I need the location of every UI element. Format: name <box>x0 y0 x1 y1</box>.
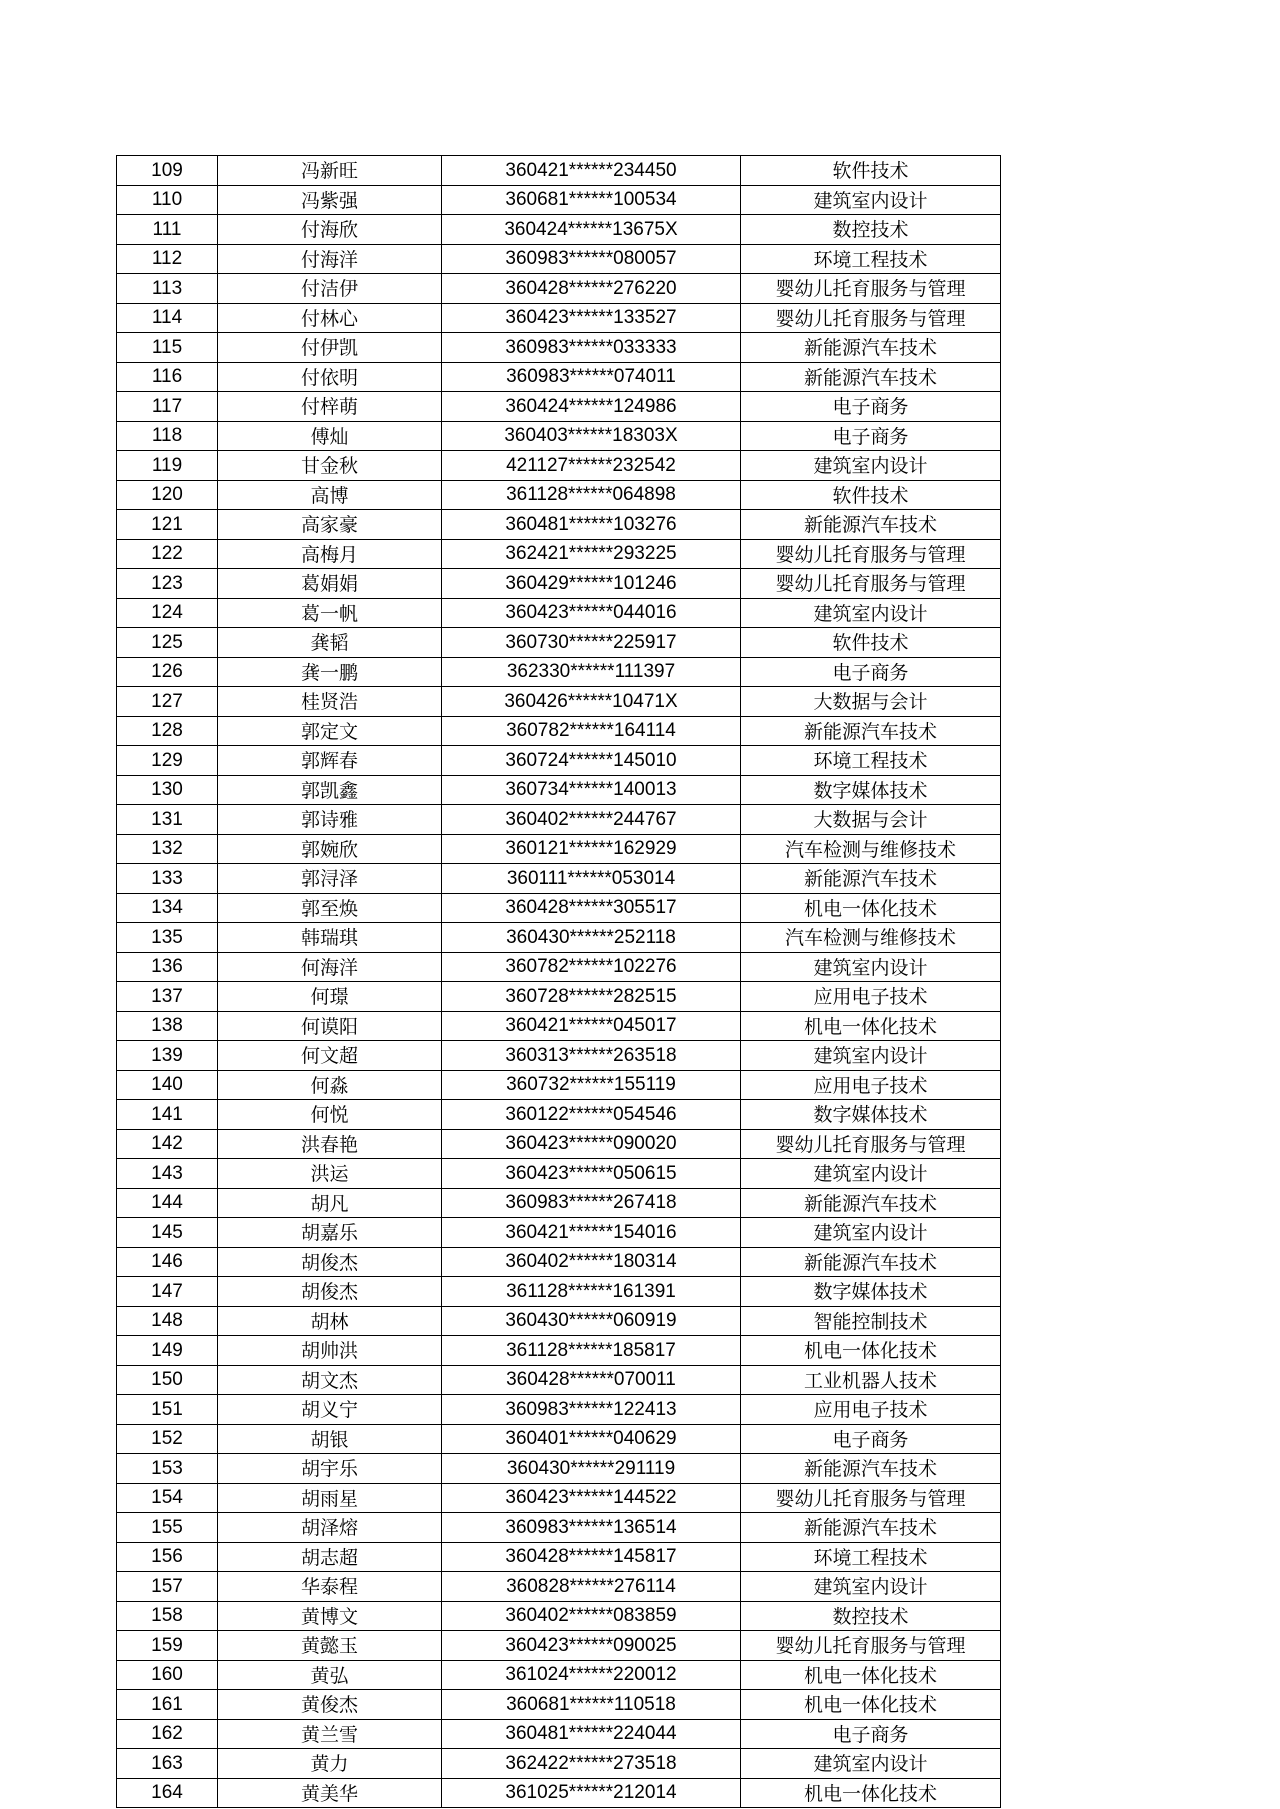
major-cell: 智能控制技术 <box>741 1306 1001 1336</box>
student-name-cell: 高梅月 <box>218 539 442 569</box>
table-row <box>117 392 1001 422</box>
row-number-cell: 136 <box>117 952 218 982</box>
student-name-cell: 桂贤浩 <box>218 687 442 717</box>
table-row <box>117 1601 1001 1631</box>
student-name-cell: 付梓萌 <box>218 392 442 422</box>
row-number-cell: 121 <box>117 510 218 540</box>
id-number-cell: 360111******053014 <box>442 864 741 894</box>
id-number-cell: 360983******122413 <box>442 1395 741 1425</box>
student-name-cell: 何谟阳 <box>218 1011 442 1041</box>
table-row <box>117 628 1001 658</box>
row-number-cell: 143 <box>117 1159 218 1189</box>
row-number-cell: 123 <box>117 569 218 599</box>
student-name-cell: 何海洋 <box>218 952 442 982</box>
table-row <box>117 775 1001 805</box>
major-cell: 环境工程技术 <box>741 746 1001 776</box>
student-name-cell: 付伊凯 <box>218 333 442 363</box>
table-row <box>117 1424 1001 1454</box>
student-name-cell: 胡文杰 <box>218 1365 442 1395</box>
id-number-cell: 360681******100534 <box>442 185 741 215</box>
student-name-cell: 黄兰雪 <box>218 1719 442 1749</box>
row-number-cell: 122 <box>117 539 218 569</box>
id-number-cell: 360983******136514 <box>442 1513 741 1543</box>
id-number-cell: 360401******040629 <box>442 1424 741 1454</box>
table-row <box>117 1719 1001 1749</box>
major-cell: 新能源汽车技术 <box>741 864 1001 894</box>
major-cell: 数字媒体技术 <box>741 1277 1001 1307</box>
id-number-cell: 360730******225917 <box>442 628 741 658</box>
student-name-cell: 郭浔泽 <box>218 864 442 894</box>
table-row <box>117 451 1001 481</box>
row-number-cell: 138 <box>117 1011 218 1041</box>
row-number-cell: 150 <box>117 1365 218 1395</box>
id-number-cell: 360421******154016 <box>442 1218 741 1248</box>
student-name-cell: 胡嘉乐 <box>218 1218 442 1248</box>
id-number-cell: 360724******145010 <box>442 746 741 776</box>
major-cell: 新能源汽车技术 <box>741 362 1001 392</box>
major-cell: 电子商务 <box>741 392 1001 422</box>
major-cell: 机电一体化技术 <box>741 1336 1001 1366</box>
row-number-cell: 112 <box>117 244 218 274</box>
student-name-cell: 胡银 <box>218 1424 442 1454</box>
major-cell: 软件技术 <box>741 480 1001 510</box>
row-number-cell: 144 <box>117 1188 218 1218</box>
major-cell: 新能源汽车技术 <box>741 716 1001 746</box>
table-row <box>117 864 1001 894</box>
student-name-cell: 胡义宁 <box>218 1395 442 1425</box>
id-number-cell: 360782******164114 <box>442 716 741 746</box>
table-row <box>117 1011 1001 1041</box>
row-number-cell: 156 <box>117 1542 218 1572</box>
row-number-cell: 149 <box>117 1336 218 1366</box>
major-cell: 数控技术 <box>741 1601 1001 1631</box>
id-number-cell: 360402******083859 <box>442 1601 741 1631</box>
major-cell: 婴幼儿托育服务与管理 <box>741 1631 1001 1661</box>
table-row <box>117 1247 1001 1277</box>
student-name-cell: 黄俊杰 <box>218 1690 442 1720</box>
id-number-cell: 360828******276114 <box>442 1572 741 1602</box>
row-number-cell: 158 <box>117 1601 218 1631</box>
student-name-cell: 胡俊杰 <box>218 1277 442 1307</box>
major-cell: 应用电子技术 <box>741 982 1001 1012</box>
table-row <box>117 362 1001 392</box>
table-row <box>117 657 1001 687</box>
table-row <box>117 982 1001 1012</box>
student-name-cell: 付依明 <box>218 362 442 392</box>
table-row <box>117 303 1001 333</box>
table-row <box>117 1631 1001 1661</box>
major-cell: 环境工程技术 <box>741 244 1001 274</box>
major-cell: 机电一体化技术 <box>741 1690 1001 1720</box>
student-name-cell: 冯新旺 <box>218 156 442 186</box>
major-cell: 建筑室内设计 <box>741 1041 1001 1071</box>
table-row <box>117 185 1001 215</box>
table-row <box>117 952 1001 982</box>
table-row <box>117 1660 1001 1690</box>
table-row <box>117 1483 1001 1513</box>
id-number-cell: 360423******090025 <box>442 1631 741 1661</box>
row-number-cell: 159 <box>117 1631 218 1661</box>
table-row <box>117 1572 1001 1602</box>
table-row <box>117 421 1001 451</box>
student-name-cell: 黄懿玉 <box>218 1631 442 1661</box>
student-name-cell: 高博 <box>218 480 442 510</box>
row-number-cell: 131 <box>117 805 218 835</box>
major-cell: 机电一体化技术 <box>741 1660 1001 1690</box>
major-cell: 建筑室内设计 <box>741 952 1001 982</box>
id-number-cell: 360481******224044 <box>442 1719 741 1749</box>
table-row <box>117 1277 1001 1307</box>
row-number-cell: 113 <box>117 274 218 304</box>
student-name-cell: 郭婉欣 <box>218 834 442 864</box>
student-name-cell: 洪运 <box>218 1159 442 1189</box>
table-row <box>117 687 1001 717</box>
major-cell: 汽车检测与维修技术 <box>741 834 1001 864</box>
id-number-cell: 362330******111397 <box>442 657 741 687</box>
student-name-cell: 胡帅洪 <box>218 1336 442 1366</box>
id-number-cell: 360424******13675X <box>442 215 741 245</box>
row-number-cell: 111 <box>117 215 218 245</box>
major-cell: 新能源汽车技术 <box>741 1247 1001 1277</box>
major-cell: 大数据与会计 <box>741 687 1001 717</box>
id-number-cell: 360782******102276 <box>442 952 741 982</box>
major-cell: 机电一体化技术 <box>741 1778 1001 1808</box>
table-row <box>117 1041 1001 1071</box>
row-number-cell: 119 <box>117 451 218 481</box>
major-cell: 电子商务 <box>741 657 1001 687</box>
table-row <box>117 1306 1001 1336</box>
id-number-cell: 360430******060919 <box>442 1306 741 1336</box>
id-number-cell: 360732******155119 <box>442 1070 741 1100</box>
row-number-cell: 135 <box>117 923 218 953</box>
major-cell: 应用电子技术 <box>741 1395 1001 1425</box>
row-number-cell: 137 <box>117 982 218 1012</box>
table-row <box>117 1513 1001 1543</box>
row-number-cell: 127 <box>117 687 218 717</box>
id-number-cell: 360402******180314 <box>442 1247 741 1277</box>
id-number-cell: 360421******234450 <box>442 156 741 186</box>
student-name-cell: 胡志超 <box>218 1542 442 1572</box>
row-number-cell: 118 <box>117 421 218 451</box>
student-name-cell: 傅灿 <box>218 421 442 451</box>
student-name-cell: 何文超 <box>218 1041 442 1071</box>
row-number-cell: 142 <box>117 1129 218 1159</box>
id-number-cell: 360429******101246 <box>442 569 741 599</box>
major-cell: 机电一体化技术 <box>741 893 1001 923</box>
table-row <box>117 1778 1001 1808</box>
row-number-cell: 133 <box>117 864 218 894</box>
table-row <box>117 1129 1001 1159</box>
table-row <box>117 1542 1001 1572</box>
student-name-cell: 黄博文 <box>218 1601 442 1631</box>
student-name-cell: 付海欣 <box>218 215 442 245</box>
id-number-cell: 362421******293225 <box>442 539 741 569</box>
row-number-cell: 134 <box>117 893 218 923</box>
row-number-cell: 154 <box>117 1483 218 1513</box>
major-cell: 大数据与会计 <box>741 805 1001 835</box>
student-name-cell: 胡俊杰 <box>218 1247 442 1277</box>
table-row <box>117 480 1001 510</box>
student-name-cell: 胡宇乐 <box>218 1454 442 1484</box>
row-number-cell: 148 <box>117 1306 218 1336</box>
row-number-cell: 141 <box>117 1100 218 1130</box>
table-row <box>117 1365 1001 1395</box>
id-number-cell: 360983******080057 <box>442 244 741 274</box>
id-number-cell: 360728******282515 <box>442 982 741 1012</box>
id-number-cell: 360423******133527 <box>442 303 741 333</box>
major-cell: 婴幼儿托育服务与管理 <box>741 539 1001 569</box>
major-cell: 软件技术 <box>741 628 1001 658</box>
table-row <box>117 1159 1001 1189</box>
id-number-cell: 361128******161391 <box>442 1277 741 1307</box>
id-number-cell: 360402******244767 <box>442 805 741 835</box>
student-name-cell: 冯紫强 <box>218 185 442 215</box>
id-number-cell: 360734******140013 <box>442 775 741 805</box>
row-number-cell: 129 <box>117 746 218 776</box>
row-number-cell: 139 <box>117 1041 218 1071</box>
row-number-cell: 153 <box>117 1454 218 1484</box>
id-number-cell: 421127******232542 <box>442 451 741 481</box>
major-cell: 机电一体化技术 <box>741 1011 1001 1041</box>
table-row <box>117 156 1001 186</box>
table-row <box>117 274 1001 304</box>
row-number-cell: 163 <box>117 1749 218 1779</box>
table-row <box>117 215 1001 245</box>
student-name-cell: 洪春艳 <box>218 1129 442 1159</box>
student-name-cell: 付洁伊 <box>218 274 442 304</box>
id-number-cell: 360428******145817 <box>442 1542 741 1572</box>
id-number-cell: 360421******045017 <box>442 1011 741 1041</box>
id-number-cell: 360122******054546 <box>442 1100 741 1130</box>
row-number-cell: 116 <box>117 362 218 392</box>
id-number-cell: 360428******070011 <box>442 1365 741 1395</box>
major-cell: 环境工程技术 <box>741 1542 1001 1572</box>
row-number-cell: 145 <box>117 1218 218 1248</box>
student-name-cell: 何淼 <box>218 1070 442 1100</box>
student-name-cell: 龚一鹏 <box>218 657 442 687</box>
student-name-cell: 付林心 <box>218 303 442 333</box>
row-number-cell: 125 <box>117 628 218 658</box>
student-name-cell: 郭凯鑫 <box>218 775 442 805</box>
student-name-cell: 胡凡 <box>218 1188 442 1218</box>
student-name-cell: 何璟 <box>218 982 442 1012</box>
row-number-cell: 160 <box>117 1660 218 1690</box>
table-row <box>117 923 1001 953</box>
id-number-cell: 360423******044016 <box>442 598 741 628</box>
table-row <box>117 1336 1001 1366</box>
student-name-cell: 付海洋 <box>218 244 442 274</box>
major-cell: 建筑室内设计 <box>741 1218 1001 1248</box>
row-number-cell: 126 <box>117 657 218 687</box>
major-cell: 婴幼儿托育服务与管理 <box>741 569 1001 599</box>
major-cell: 婴幼儿托育服务与管理 <box>741 303 1001 333</box>
major-cell: 电子商务 <box>741 1719 1001 1749</box>
id-number-cell: 360423******050615 <box>442 1159 741 1189</box>
row-number-cell: 152 <box>117 1424 218 1454</box>
major-cell: 建筑室内设计 <box>741 1159 1001 1189</box>
student-name-cell: 胡雨星 <box>218 1483 442 1513</box>
student-name-cell: 高家豪 <box>218 510 442 540</box>
id-number-cell: 360983******033333 <box>442 333 741 363</box>
row-number-cell: 128 <box>117 716 218 746</box>
row-number-cell: 114 <box>117 303 218 333</box>
major-cell: 婴幼儿托育服务与管理 <box>741 1483 1001 1513</box>
student-name-cell: 龚韬 <box>218 628 442 658</box>
major-cell: 电子商务 <box>741 1424 1001 1454</box>
table-row <box>117 1218 1001 1248</box>
table-row <box>117 244 1001 274</box>
id-number-cell: 360481******103276 <box>442 510 741 540</box>
id-number-cell: 360426******10471X <box>442 687 741 717</box>
row-number-cell: 140 <box>117 1070 218 1100</box>
table-row <box>117 805 1001 835</box>
table-row <box>117 1690 1001 1720</box>
row-number-cell: 151 <box>117 1395 218 1425</box>
table-row <box>117 716 1001 746</box>
row-number-cell: 109 <box>117 156 218 186</box>
major-cell: 工业机器人技术 <box>741 1365 1001 1395</box>
table-row <box>117 834 1001 864</box>
student-name-cell: 郭诗雅 <box>218 805 442 835</box>
roster-table <box>116 155 1001 1808</box>
major-cell: 电子商务 <box>741 421 1001 451</box>
row-number-cell: 115 <box>117 333 218 363</box>
table-row <box>117 598 1001 628</box>
student-name-cell: 黄弘 <box>218 1660 442 1690</box>
id-number-cell: 360983******267418 <box>442 1188 741 1218</box>
major-cell: 数控技术 <box>741 215 1001 245</box>
table-row <box>117 539 1001 569</box>
row-number-cell: 110 <box>117 185 218 215</box>
row-number-cell: 117 <box>117 392 218 422</box>
major-cell: 婴幼儿托育服务与管理 <box>741 1129 1001 1159</box>
student-name-cell: 华泰程 <box>218 1572 442 1602</box>
row-number-cell: 164 <box>117 1778 218 1808</box>
major-cell: 建筑室内设计 <box>741 451 1001 481</box>
major-cell: 建筑室内设计 <box>741 185 1001 215</box>
student-name-cell: 黄力 <box>218 1749 442 1779</box>
id-number-cell: 360424******124986 <box>442 392 741 422</box>
id-number-cell: 360428******305517 <box>442 893 741 923</box>
id-number-cell: 360983******074011 <box>442 362 741 392</box>
student-name-cell: 何悦 <box>218 1100 442 1130</box>
row-number-cell: 124 <box>117 598 218 628</box>
table-row <box>117 510 1001 540</box>
id-number-cell: 360430******252118 <box>442 923 741 953</box>
id-number-cell: 360681******110518 <box>442 1690 741 1720</box>
id-number-cell: 361128******185817 <box>442 1336 741 1366</box>
student-name-cell: 韩瑞琪 <box>218 923 442 953</box>
table-row <box>117 1070 1001 1100</box>
id-number-cell: 360430******291119 <box>442 1454 741 1484</box>
major-cell: 汽车检测与维修技术 <box>741 923 1001 953</box>
major-cell: 新能源汽车技术 <box>741 1188 1001 1218</box>
id-number-cell: 360313******263518 <box>442 1041 741 1071</box>
major-cell: 婴幼儿托育服务与管理 <box>741 274 1001 304</box>
id-number-cell: 361024******220012 <box>442 1660 741 1690</box>
major-cell: 数字媒体技术 <box>741 1100 1001 1130</box>
student-name-cell: 甘金秋 <box>218 451 442 481</box>
major-cell: 应用电子技术 <box>741 1070 1001 1100</box>
table-row <box>117 893 1001 923</box>
student-name-cell: 郭辉春 <box>218 746 442 776</box>
row-number-cell: 157 <box>117 1572 218 1602</box>
row-number-cell: 130 <box>117 775 218 805</box>
row-number-cell: 146 <box>117 1247 218 1277</box>
student-name-cell: 黄美华 <box>218 1778 442 1808</box>
id-number-cell: 362422******273518 <box>442 1749 741 1779</box>
roster-sheet <box>116 155 1000 1808</box>
major-cell: 建筑室内设计 <box>741 1572 1001 1602</box>
row-number-cell: 162 <box>117 1719 218 1749</box>
major-cell: 新能源汽车技术 <box>741 1454 1001 1484</box>
student-name-cell: 郭至焕 <box>218 893 442 923</box>
student-name-cell: 胡泽熔 <box>218 1513 442 1543</box>
table-row <box>117 1749 1001 1779</box>
row-number-cell: 155 <box>117 1513 218 1543</box>
row-number-cell: 120 <box>117 480 218 510</box>
major-cell: 新能源汽车技术 <box>741 1513 1001 1543</box>
student-name-cell: 葛娟娟 <box>218 569 442 599</box>
table-row <box>117 1395 1001 1425</box>
id-number-cell: 361025******212014 <box>442 1778 741 1808</box>
table-row <box>117 333 1001 363</box>
id-number-cell: 360423******144522 <box>442 1483 741 1513</box>
table-row <box>117 1188 1001 1218</box>
major-cell: 软件技术 <box>741 156 1001 186</box>
major-cell: 数字媒体技术 <box>741 775 1001 805</box>
table-row <box>117 746 1001 776</box>
id-number-cell: 360423******090020 <box>442 1129 741 1159</box>
id-number-cell: 361128******064898 <box>442 480 741 510</box>
roster-body <box>117 156 1001 1808</box>
student-name-cell: 郭定文 <box>218 716 442 746</box>
table-row <box>117 1454 1001 1484</box>
table-row <box>117 569 1001 599</box>
student-name-cell: 胡林 <box>218 1306 442 1336</box>
row-number-cell: 161 <box>117 1690 218 1720</box>
id-number-cell: 360121******162929 <box>442 834 741 864</box>
row-number-cell: 147 <box>117 1277 218 1307</box>
id-number-cell: 360428******276220 <box>442 274 741 304</box>
id-number-cell: 360403******18303X <box>442 421 741 451</box>
table-row <box>117 1100 1001 1130</box>
major-cell: 新能源汽车技术 <box>741 510 1001 540</box>
row-number-cell: 132 <box>117 834 218 864</box>
major-cell: 建筑室内设计 <box>741 598 1001 628</box>
major-cell: 新能源汽车技术 <box>741 333 1001 363</box>
major-cell: 建筑室内设计 <box>741 1749 1001 1779</box>
student-name-cell: 葛一帆 <box>218 598 442 628</box>
